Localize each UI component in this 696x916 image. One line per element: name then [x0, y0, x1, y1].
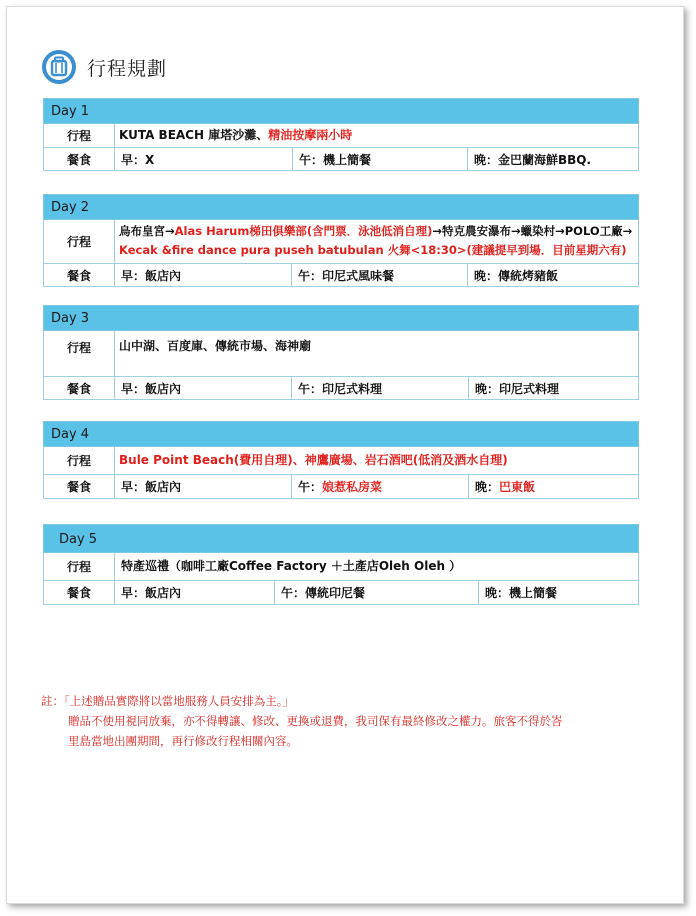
- breakfast: 早：飯店內: [115, 475, 292, 498]
- lunch: 午：傳統印尼餐: [275, 581, 479, 604]
- meal-label: 餐食: [44, 377, 115, 399]
- day-4-table: [43, 421, 639, 499]
- itinerary-text: 山中湖、百度庫、傳統市場、海神廟: [119, 339, 312, 353]
- day-1-table: [43, 98, 639, 171]
- day-title: Day 5: [43, 524, 639, 553]
- dinner: 晚：金巴蘭海鮮BBQ.: [474, 152, 592, 167]
- dinner-prefix: 晚：: [475, 480, 500, 494]
- meal-row: [43, 377, 639, 400]
- meal-row: [43, 475, 639, 499]
- itinerary-text: →特克農安瀑布→蠟染村→POLO工廠→: [432, 224, 633, 238]
- itinerary-label: 行程: [44, 553, 115, 580]
- lunch-highlight: 娘惹私房菜: [322, 480, 383, 494]
- itinerary-highlight: Bule Point Beach(費用自理)、神鷹廣場、岩石酒吧(低消及酒水自理): [119, 453, 508, 467]
- luggage-icon: [41, 49, 77, 85]
- meal-row: [43, 264, 639, 287]
- day-title: Day 2: [43, 194, 639, 220]
- meal-label: 餐食: [44, 264, 115, 286]
- itinerary-row: [43, 220, 639, 264]
- lunch: 午：印尼式料理: [292, 377, 469, 399]
- itinerary-row: [43, 553, 639, 581]
- itinerary-label: 行程: [44, 124, 115, 147]
- itinerary-row: [43, 331, 639, 377]
- lunch: 午：機上簡餐: [293, 148, 468, 170]
- day-2-table: [43, 194, 639, 287]
- breakfast: 早：飯店內: [115, 377, 292, 399]
- itinerary-label: 行程: [44, 447, 115, 474]
- footnote-line: 註：「上述贈品實際將以當地服務人員安排為主。」: [41, 694, 294, 708]
- itinerary-highlight: 精油按摩兩小時: [268, 128, 353, 142]
- meal-label: 餐食: [44, 148, 115, 170]
- day-5-table: [43, 524, 639, 605]
- dinner: [469, 475, 638, 498]
- itinerary-label: 行程: [44, 220, 115, 263]
- itinerary-content: [115, 447, 638, 474]
- itinerary-text: 特產巡禮（咖啡工廠Coffee Factory ＋土產店Oleh Oleh ）: [121, 559, 462, 573]
- day-title: Day 4: [43, 421, 639, 447]
- itinerary-content: [115, 124, 638, 147]
- itinerary-row: [43, 124, 639, 148]
- itinerary-highlight: Alas Harum梯田俱樂部(含門票．泳池低消自理): [174, 224, 433, 238]
- day-title: Day 1: [43, 98, 639, 124]
- dinner-highlight: 巴東飯: [499, 480, 536, 494]
- page-title: 行程規劃: [87, 57, 168, 80]
- itinerary-content: [115, 553, 638, 580]
- breakfast: 早：飯店內: [115, 581, 275, 604]
- breakfast: 早：飯店內: [115, 264, 292, 286]
- breakfast: 早：X: [115, 148, 293, 170]
- itinerary-text: KUTA BEACH 庫塔沙灘、: [119, 128, 269, 142]
- itinerary-content: [115, 220, 638, 263]
- lunch: 午：印尼式風味餐: [292, 264, 468, 286]
- meal-row: [43, 148, 639, 171]
- page-header: [41, 49, 167, 85]
- document-page: [6, 6, 684, 904]
- lunch: [292, 475, 469, 498]
- itinerary-content: [115, 331, 638, 358]
- itinerary-row: [43, 447, 639, 475]
- day-title: Day 3: [43, 305, 639, 331]
- itinerary-label: 行程: [44, 331, 115, 376]
- dinner: 晚：傳統烤豬飯: [474, 268, 559, 283]
- footnote-line: 里島當地出團期間，再行修改行程相關內容。: [68, 734, 298, 748]
- meal-label: 餐食: [44, 581, 115, 604]
- itinerary-highlight: Kecak &fire dance pura puseh batubulan 火舞<18:30>(建議提早到場．目前星期六有): [119, 243, 627, 257]
- footnote-line: 贈品不使用視同放棄，亦不得轉讓、修改、更換或退費，我司保有最終修改之權力。旅客不得於峇: [68, 714, 563, 728]
- dinner: 晚：機上簡餐: [485, 586, 558, 600]
- meal-row: [43, 581, 639, 605]
- meal-label: 餐食: [44, 475, 115, 498]
- dinner: 晚：印尼式料理: [475, 381, 560, 396]
- lunch-prefix: 午：: [298, 480, 323, 494]
- footnote: [41, 691, 563, 751]
- itinerary-text: 烏布皇宮→: [119, 224, 175, 238]
- day-3-table: [43, 305, 639, 400]
